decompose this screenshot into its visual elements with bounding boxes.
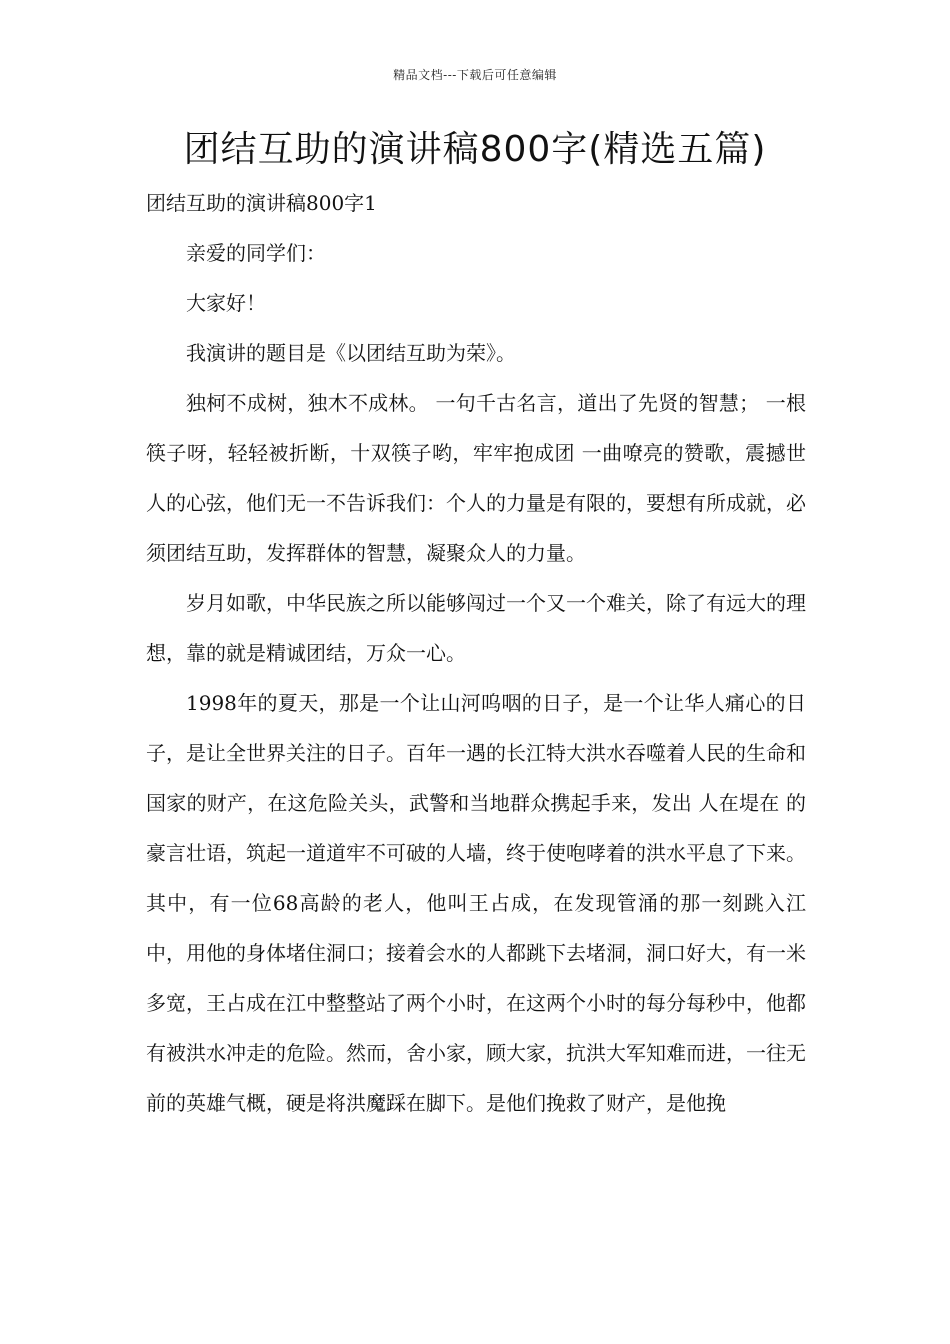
paragraph: 我演讲的题目是《以团结互助为荣》。 [186, 341, 516, 365]
paragraph: 独柯不成树，独木不成林。 一句千古名言，道出了先贤的智慧； 一根筷子呀，轻轻被折断，十双筷子哟，牢牢抱成团 一曲嘹亮的赞歌，震撼世人的心弦，他们无一不告诉我们：个人的力量是有限的，要想有所成就，必须团结互助，发挥群体的智慧，凝聚众人的力量。 [146, 391, 806, 565]
section-subtitle: 团结互助的演讲稿800字1 [146, 191, 377, 215]
page-title: 团结互助的演讲稿800字(精选五篇) [183, 129, 767, 170]
document-body [146, 178, 806, 1128]
header-note: 精品文档---下载后可任意编辑 [393, 68, 557, 82]
paragraph: 岁月如歌，中华民族之所以能够闯过一个又一个难关，除了有远大的理想，靠的就是精诚团结，万众一心。 [146, 591, 806, 665]
paragraph: 1998年的夏天，那是一个让山河呜咽的日子，是一个让华人痛心的日子，是让全世界关注的日子。百年一遇的长江特大洪水吞噬着人民的生命和国家的财产，在这危险关头，武警和当地群众携起手来，发出 人在堤在 的豪言壮语，筑起一道道牢不可破的人墙，终于使咆哮着的洪水平息了下来。其中，有一位68高龄的老人，他叫王占成，在发现管涌的那一刻跳入江中，用他的身体堵住洞口；接着会水的人都跳下去堵洞，洞口好大，有一米多宽，王占成在江中整整站了两个小时，在这两个小时的每分每秒中，他都有被洪水冲走的危险。然而，舍小家，顾大家，抗洪大军知难而进，一往无前的英雄气概，硬是将洪魔踩在脚下。是他们挽救了财产，是他挽 [146, 691, 806, 1115]
paragraph: 亲爱的同学们： [186, 241, 326, 265]
paragraph: 大家好！ [186, 291, 266, 315]
